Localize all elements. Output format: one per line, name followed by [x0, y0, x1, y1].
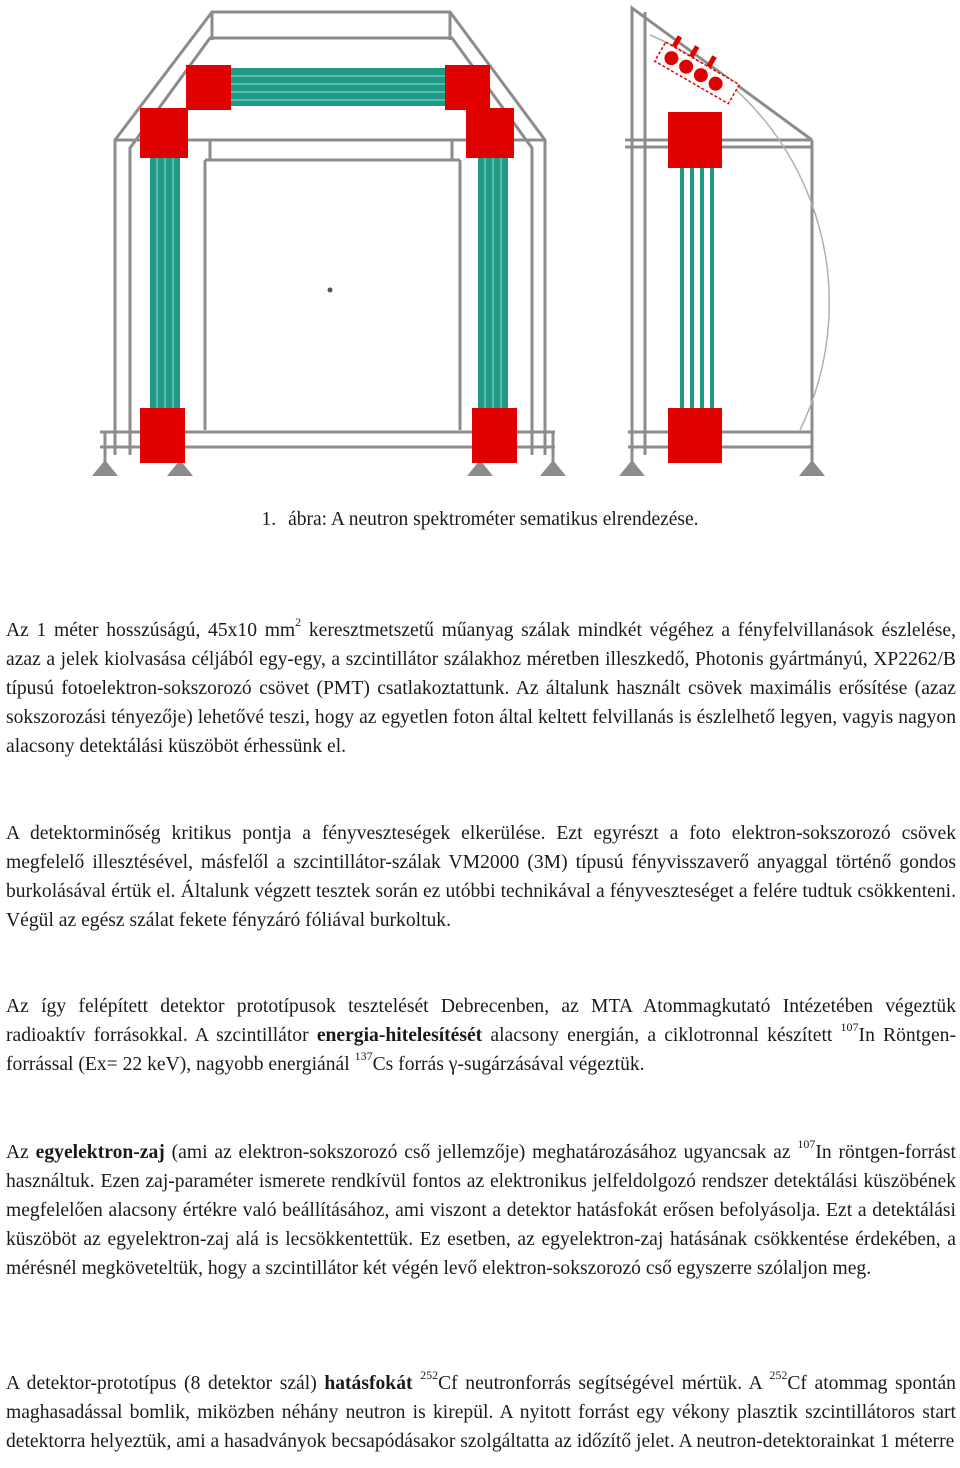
paragraph-testing: Az így felépített detektor prototípusok tesztelését Debrecenben, az MTA Atommagkutató Intézetében végeztük radioaktív forrásokkal. A szcintillátor energia-hitelesítését alacsony energián, a ciklotronnal készített $^{107}$In Röntgen-forrással (Ex= 22 keV), nagyobb energiánál $^{137}$Cs forrás γ-sugárzásával végeztük. [6, 995, 956, 1075]
center-marker [328, 288, 333, 293]
paragraph-light-loss: A detektorminőség kritikus pontja a fényveszteségek elkerülése. Ezt egyrészt a foto elektron-sokszorozó csövek megfelelő illesztésével, másfelől a szcintillátor-szálak VM2000 (3M) típusú fényvisszaverő anyaggal történő gondos burkolásával értük el. Általunk végzett tesztek során ez utóbbi technikával a fényveszteséget a felére tudtuk csökkenteni. Végül az egész szálat fekete fényzáró fóliával burkoltuk. [6, 822, 956, 931]
caption-text: ábra: A neutron spektrométer sematikus elrendezése. [288, 509, 699, 530]
side-view-arc [650, 35, 829, 430]
caption-number: 1. [261, 509, 277, 530]
paragraph-pmt-description: Az 1 méter hosszúságú, 45x10 $mm^2$ keresztmetszetű műanyag szálak mindkét végéhez a fényfelvillanások észlelése, azaz a jelek kiolvasása céljából egy-egy, a szcintillátor szálakhoz méretben illeszkedő, Photonis gyártmányú, XP2262/B típusú fotoelektron-sokszorozó csövet (PMT) csatlakoztattunk. Az általunk használt csövek maximális erősítése (azaz sokszorozási tényezője) lehetővé teszi, hogy az egyetlen foton által keltett felvillanás is észlelhető legyen, vagyis nagyon alacsony detektálási küszöböt érhessünk el. [6, 615, 956, 757]
scintillator-stripes [157, 76, 501, 408]
figure-caption [0, 509, 960, 531]
paragraph-single-electron-noise: Az egyelektron-zaj (ami az elektron-sokszorozó cső jellemzője) meghatározásához ugyancsak az $^{107}$In röntgen-forrást használtuk. Ezen zaj-paraméter ismerete rendkívül fontos az elektronikus jelfeldolgozó rendszer detektálási küszöbének megfelelően alacsony értékre való beállításához, ami viszont a detektor hatásfokát erősen befolyásolja. Ezt a detektálási küszöböt az egyelektron-zaj alá is lecsökkentettük. Ez esetben, az egyelektron-zaj hatásának csökkentése érdekében, a mérésnél megköveteltük, hogy a szcintillátor két végén levő elektron-sokszorozó cső egyszerre szólaljon meg. [6, 1137, 956, 1279]
paragraph-efficiency: A detektor-prototípus (8 detektor szál) hatásfokát $^{252}$Cf neutronforrás segítségével mértük. A $^{252}$Cf atommag spontán maghasadással bomlik, miközben néhány neutron is kirepül. A nyitott forrást egy vékony plasztik szcintillátoros start detektorra helyeztük, ami a hasadványok becsapódásakor szolgáltatta az időzítő jelet. A neutron-detektorainkat 1 méterre [6, 1368, 956, 1452]
side-view-scintillators [680, 168, 714, 408]
spectrometer-diagram [0, 0, 960, 490]
spectrometer-figure [0, 0, 960, 490]
